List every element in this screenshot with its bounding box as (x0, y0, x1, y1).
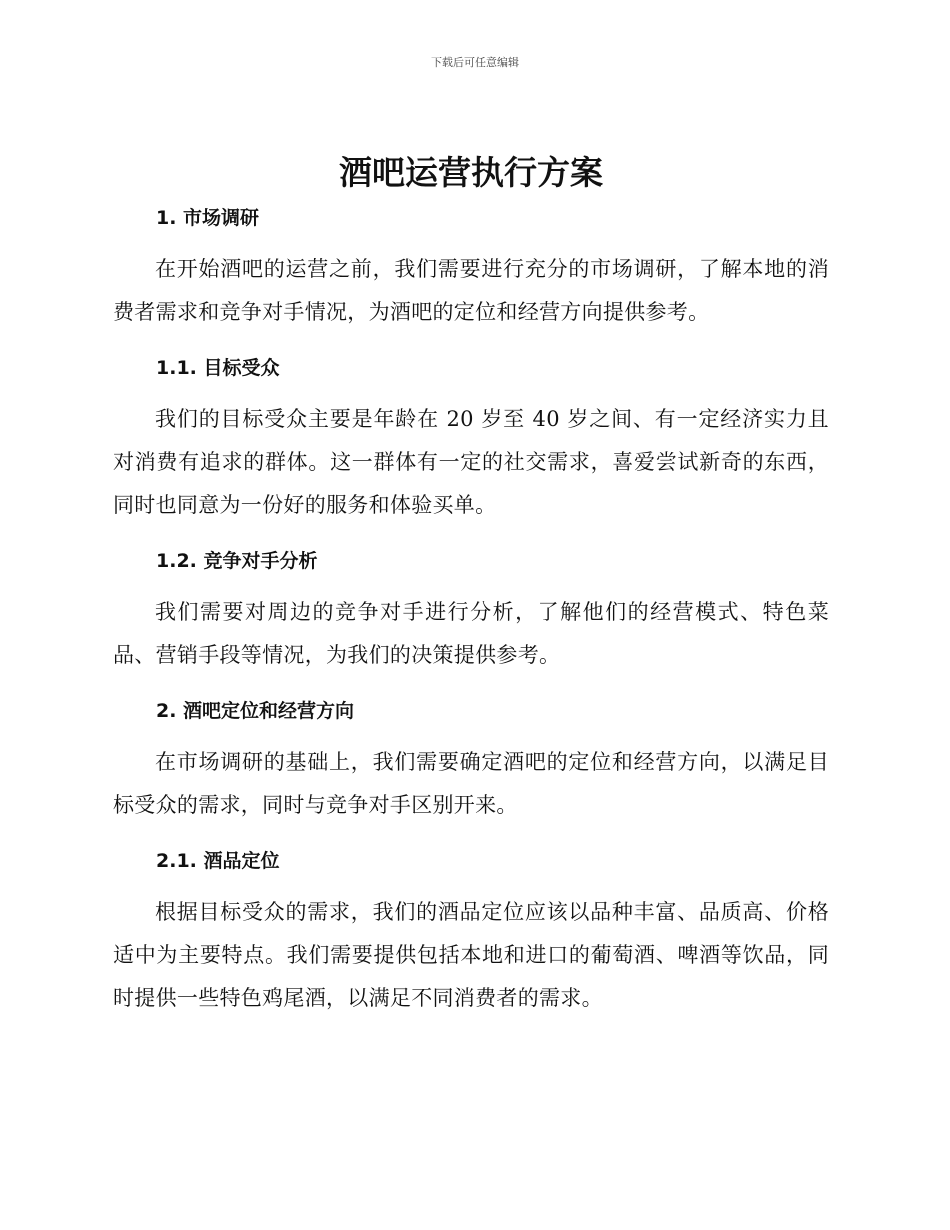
section-paragraph-target-audience: 我们的目标受众主要是年龄在 20 岁至 40 岁之间、有一定经济实力且对消费有追求的群体。这一群体有一定的社交需求，喜爱尝试新奇的东西，同时也同意为一份好的服务和体验买单。 (113, 407, 829, 517)
section-paragraph-market-research: 在开始酒吧的运营之前，我们需要进行充分的市场调研，了解本地的消费者需求和竞争对手情况，为酒吧的定位和经营方向提供参考。 (113, 257, 829, 324)
document-body (113, 148, 829, 1020)
section-heading-competitor-analysis: 1.2. 竞争对手分析 (156, 550, 318, 572)
section-paragraph-positioning: 在市场调研的基础上，我们需要确定酒吧的定位和经营方向，以满足目标受众的需求，同时与竞争对手区别开来。 (113, 750, 829, 817)
section-heading-positioning: 2. 酒吧定位和经营方向 (156, 700, 355, 722)
section-paragraph-competitor-analysis: 我们需要对周边的竞争对手进行分析，了解他们的经营模式、特色菜品、营销手段等情况，为我们的决策提供参考。 (113, 600, 829, 667)
section-heading-target-audience: 1.1. 目标受众 (156, 357, 280, 379)
section-heading-market-research: 1. 市场调研 (156, 207, 260, 229)
header-note: 下载后可任意编辑 (431, 56, 519, 69)
section-paragraph-drink-positioning: 根据目标受众的需求，我们的酒品定位应该以品种丰富、品质高、价格适中为主要特点。我们需要提供包括本地和进口的葡萄酒、啤酒等饮品，同时提供一些特色鸡尾酒，以满足不同消费者的需求。 (113, 900, 829, 1010)
document-title: 酒吧运营执行方案 (339, 153, 603, 192)
section-heading-drink-positioning: 2.1. 酒品定位 (156, 850, 280, 872)
